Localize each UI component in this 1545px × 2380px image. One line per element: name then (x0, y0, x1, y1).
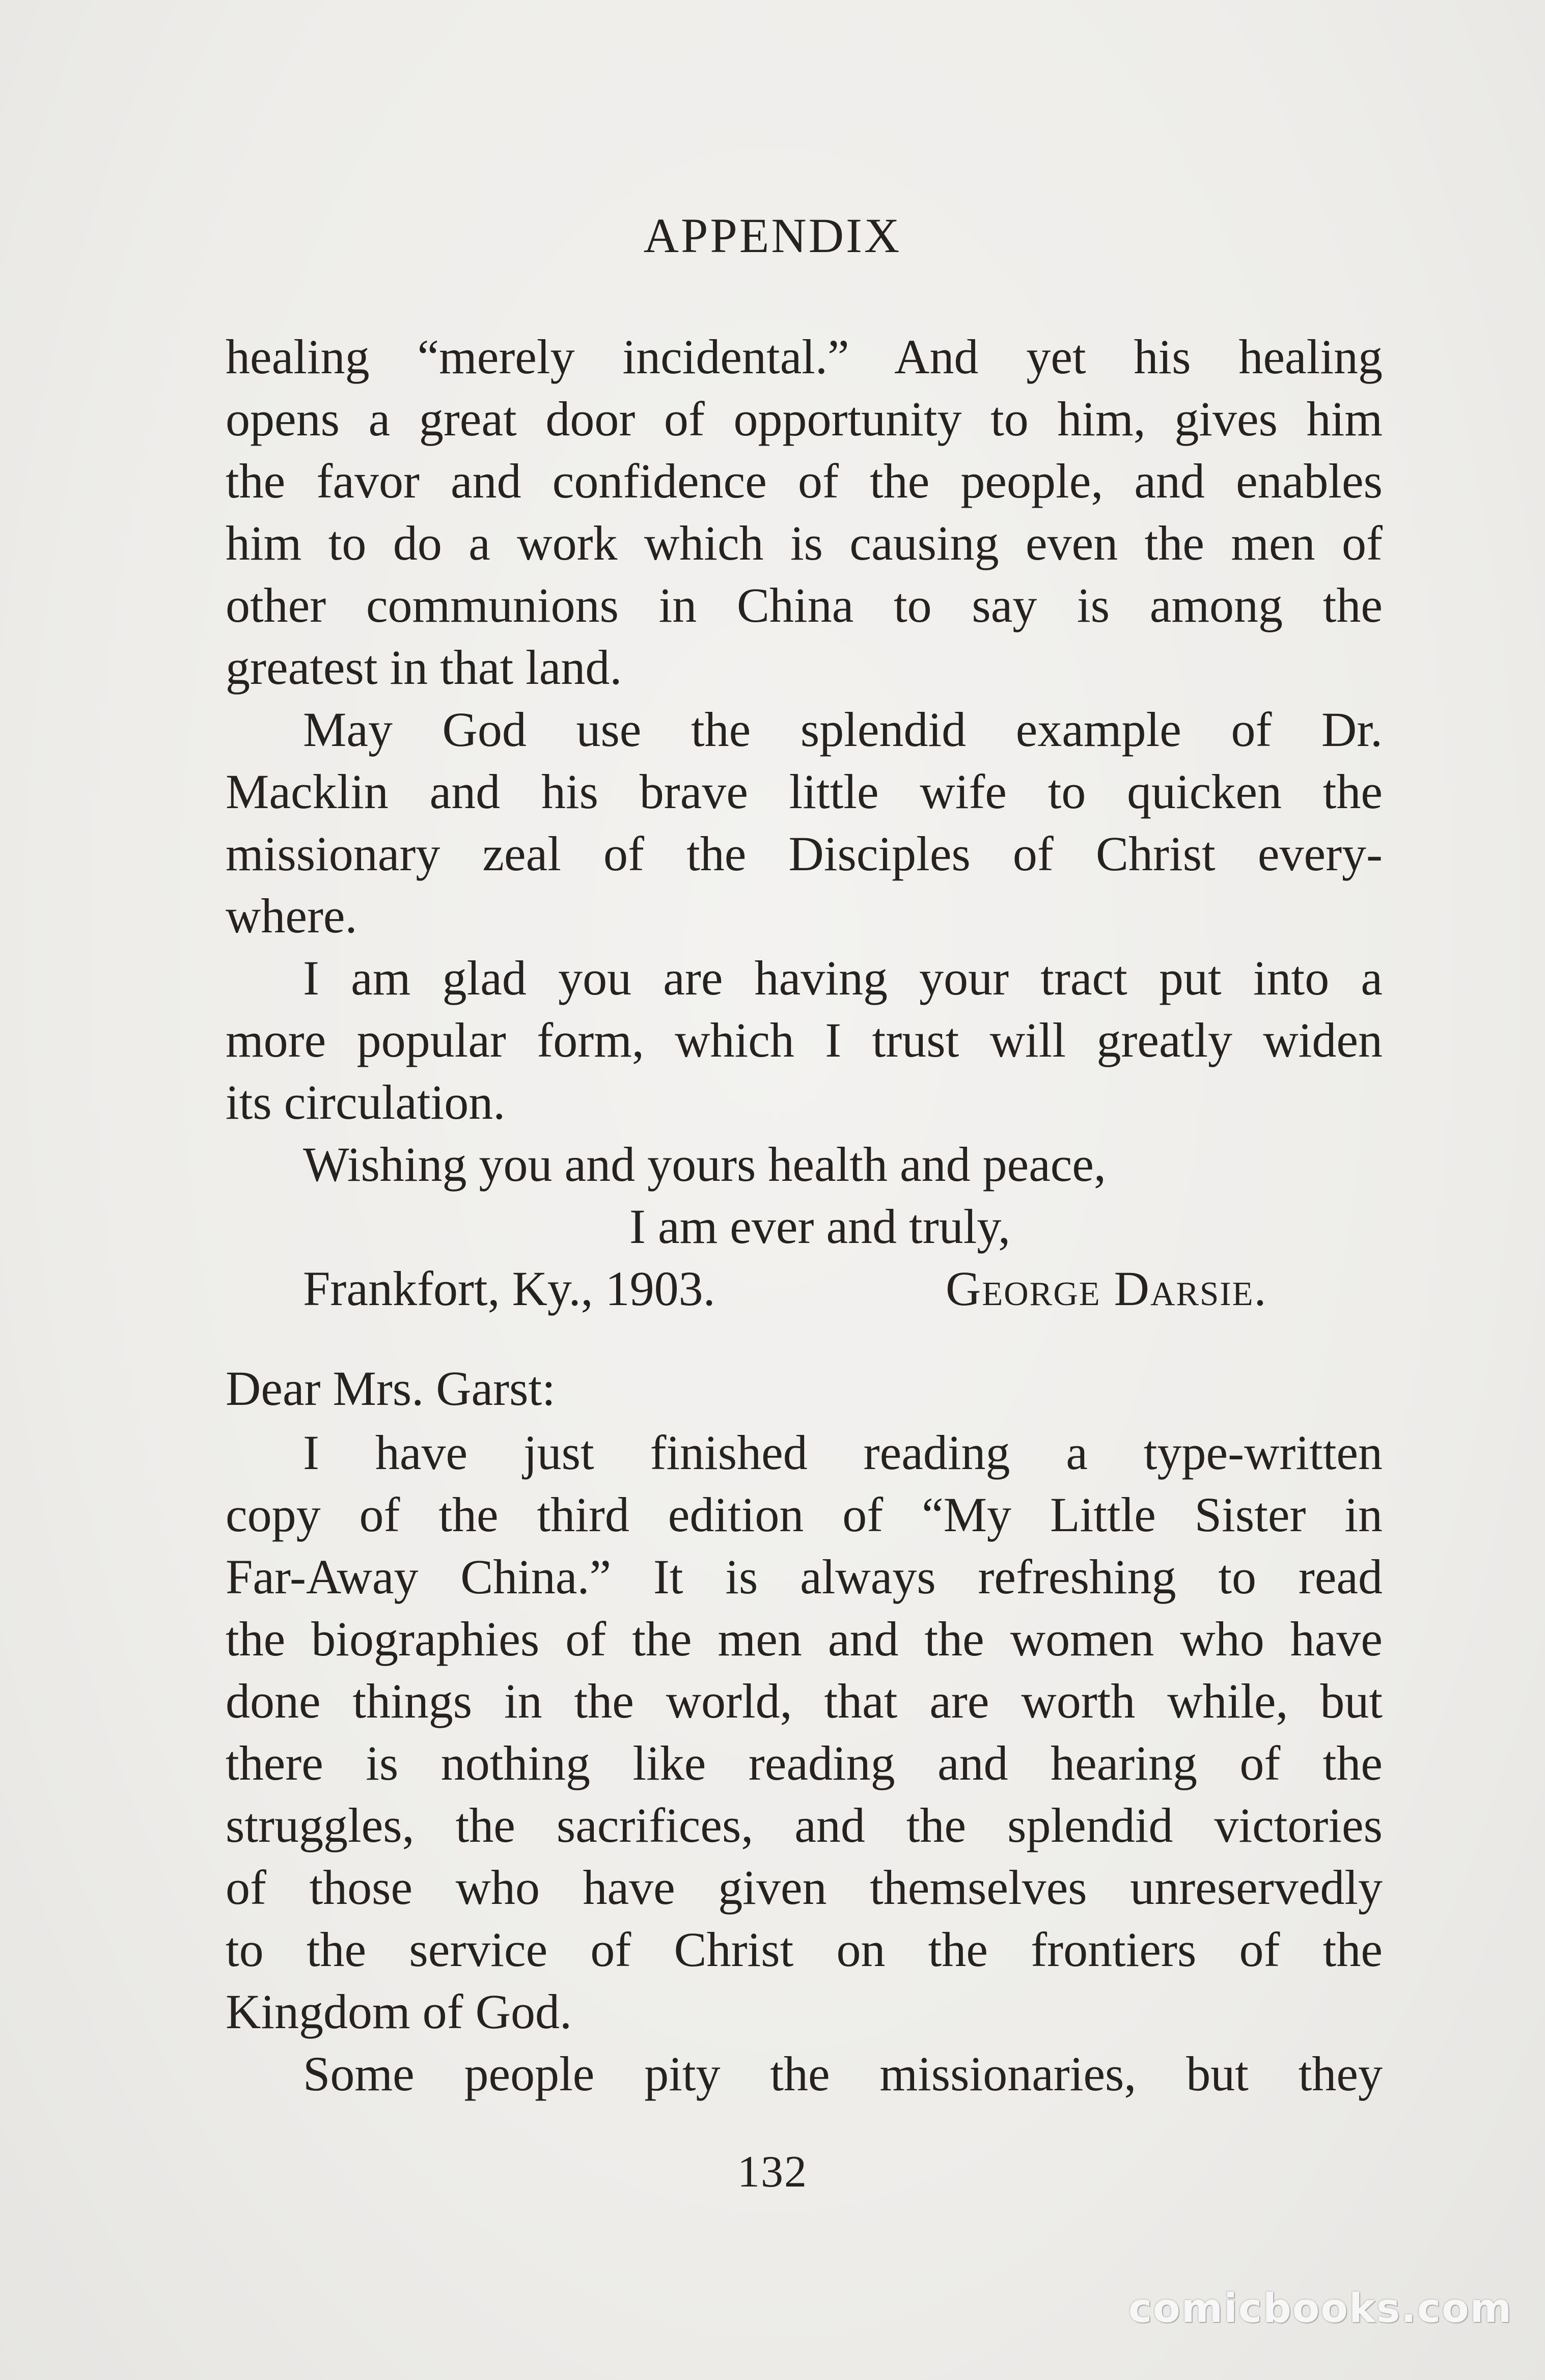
body-text (226, 326, 1383, 2105)
place-date: Frankfort, Ky., 1903. (303, 1261, 715, 1316)
text-line: of those who have given themselves unreservedly (226, 1860, 1383, 1915)
closing-wish: Wishing you and yours health and peace, (303, 1137, 1107, 1192)
paragraph (226, 326, 1383, 699)
text-line: its circulation. (226, 1075, 506, 1129)
text-line: Some people pity the missionaries, but they (303, 2046, 1383, 2101)
text-line: more popular form, which I trust will greatly widen (226, 1013, 1383, 1067)
text-line: to the service of Christ on the frontiers of the (226, 1922, 1383, 1977)
text-line: the favor and confidence of the people, and enables (226, 454, 1383, 508)
text-line: done things in the world, that are worth while, but (226, 1674, 1383, 1728)
text-line: healing “merely incidental.” And yet his healing (226, 329, 1383, 384)
paragraph (226, 1422, 1383, 2043)
signer-name: George Darsie. (946, 1261, 1267, 1316)
text-line: greatest in that land. (226, 640, 622, 695)
salutation: Dear Mrs. Garst: (226, 1361, 556, 1416)
text-line: Macklin and his brave little wife to quicken the (226, 764, 1383, 819)
text-line: Far-Away China.” It is always refreshing to read (226, 1549, 1383, 1604)
paragraph (226, 947, 1383, 1133)
watermark: comicbooks.com (1128, 2286, 1512, 2332)
text-line: Kingdom of God. (226, 1984, 572, 2039)
text-line: opens a great door of opportunity to him, gives him (226, 392, 1383, 446)
signature-line (226, 1258, 1383, 1320)
paragraph (226, 2043, 1383, 2105)
text-line: I am glad you are having your tract put into a (303, 951, 1383, 1005)
text-line: where. (226, 889, 357, 943)
section-gap (226, 1320, 1383, 1355)
running-head: APPENDIX (643, 208, 902, 263)
text-line: missionary zeal of the Disciples of Christ every- (226, 826, 1383, 881)
page-number: 132 (737, 2147, 808, 2197)
text-line: I have just finished reading a type-written (303, 1425, 1383, 1480)
text-line: struggles, the sacrifices, and the splendid victories (226, 1798, 1383, 1852)
text-line: May God use the splendid example of Dr. (303, 702, 1383, 757)
valediction: I am ever and truly, (629, 1199, 1011, 1254)
text-line: copy of the third edition of “My Little Sister in (226, 1487, 1383, 1542)
text-line: him to do a work which is causing even the men of (226, 516, 1383, 570)
paragraph (226, 699, 1383, 947)
text-line: other communions in China to say is among the (226, 578, 1383, 632)
text-line: there is nothing like reading and hearing of the (226, 1736, 1383, 1790)
text-line: the biographies of the men and the women who have (226, 1612, 1383, 1666)
